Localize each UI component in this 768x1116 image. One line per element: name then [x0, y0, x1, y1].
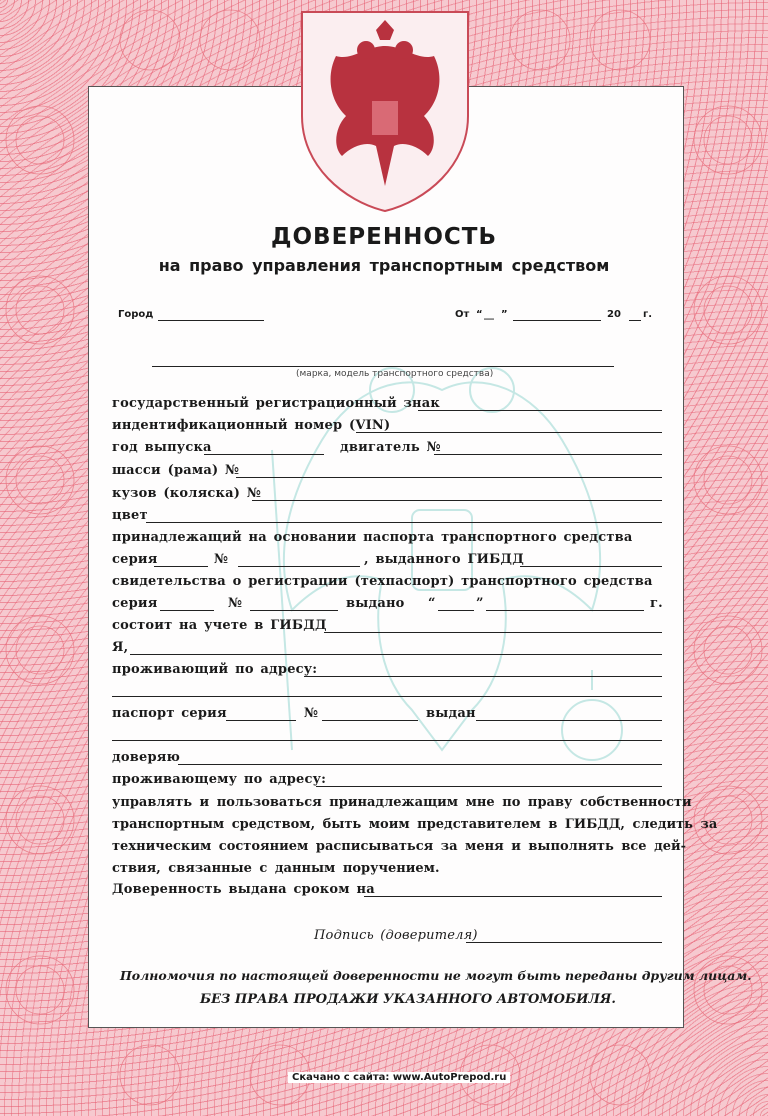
engine-label: двигатель № [340, 440, 441, 455]
day-open-quote: “ [476, 309, 483, 320]
living-to-label: проживающему по адресу: [112, 772, 327, 787]
name-field[interactable] [130, 654, 662, 655]
issued-gibdd-label: , выданного ГИБДД [364, 552, 524, 567]
issued2-label: выдано [346, 596, 405, 611]
chassis-label: шасси (рама) № [112, 463, 240, 478]
no-sale-note: БЕЗ ПРАВА ПРОДАЖИ УКАЗАННОГО АВТОМОБИЛЯ. [200, 992, 616, 1007]
vehicle-model-field[interactable] [152, 366, 614, 367]
year2-suffix: г. [650, 596, 663, 611]
color-field[interactable] [146, 522, 662, 523]
year-label: год выпуска [112, 440, 212, 455]
trustee-address-field[interactable] [316, 786, 662, 787]
i-label: Я, [112, 640, 129, 655]
city-label: Город [118, 309, 154, 320]
living-label: проживающий по адресу: [112, 662, 318, 677]
belongs-label: принадлежащий на основании паспорта транспортного средства [112, 530, 633, 545]
address-field-2[interactable] [112, 696, 662, 697]
vin-label: индентификационный номер (VIN) [112, 418, 391, 433]
footer-note: Полномочия по настоящей доверенности не могут быть переданы другим лицам. [120, 968, 752, 983]
coat-of-arms-shield [296, 6, 474, 216]
chassis-field[interactable] [236, 477, 662, 478]
num2-label: № [228, 596, 243, 611]
address-field-1[interactable] [304, 676, 662, 677]
reg-sign-field[interactable] [418, 410, 662, 411]
day-close-quote: ” [501, 309, 508, 320]
trust-label: доверяю [112, 750, 181, 765]
authority-text-line-3: техническим состоянием расписываться за меня и выполнять все дей- [112, 839, 687, 854]
num2-field[interactable] [250, 610, 338, 611]
registered-field[interactable] [324, 632, 662, 633]
vehicle-model-caption: (марка, модель транспортного средства) [296, 369, 494, 379]
passport-series-label: паспорт серия [112, 706, 227, 721]
series2-field[interactable] [160, 610, 214, 611]
reg-sign-label: государственный регистрационный знак [112, 396, 440, 411]
document-subtitle: на право управления транспортным средством [158, 256, 610, 275]
issued3-label: выдан [426, 706, 476, 721]
year-built-field[interactable] [204, 454, 324, 455]
num1-field[interactable] [238, 566, 360, 567]
day2-field[interactable] [438, 610, 474, 611]
body-label: кузов (коляска) № [112, 486, 262, 501]
term-field[interactable] [364, 896, 662, 897]
day-blank[interactable]: __ [484, 309, 494, 320]
passport-number-field[interactable] [322, 720, 418, 721]
vin-field[interactable] [356, 432, 662, 433]
year-prefix: 20 [607, 309, 621, 320]
series2-label: серия [112, 596, 158, 611]
engine-field[interactable] [434, 454, 662, 455]
signature-field[interactable] [466, 942, 662, 943]
num3-label: № [304, 706, 319, 721]
day2-open-quote: “ [428, 596, 436, 611]
day2-close-quote: ” [476, 596, 484, 611]
authority-text-line-1: управлять и пользоваться принадлежащим мне по праву собственности [112, 795, 692, 810]
month-field[interactable] [513, 320, 601, 321]
source-credit: Скачано с сайта: www.AutoPrepod.ru [288, 1072, 510, 1083]
registered-label: состоит на учете в ГИБДД [112, 618, 327, 633]
date2-field[interactable] [486, 610, 644, 611]
year-field[interactable] [629, 320, 641, 321]
authority-text-line-4: ствия, связанные с данным поручением. [112, 861, 440, 876]
num1-label: № [214, 552, 229, 567]
authority-text-line-2: транспортным средством, быть моим представителем в ГИБДД, следить за [112, 817, 718, 832]
color-label: цвет [112, 508, 148, 523]
passport-issued-field-2[interactable] [112, 740, 662, 741]
certificate-label: свидетельства о регистрации (техпаспорт) транспортного средства [112, 574, 653, 589]
body-field[interactable] [252, 500, 662, 501]
signature-label: Подпись (доверителя) [314, 928, 478, 943]
trustee-field[interactable] [178, 764, 662, 765]
issued-gibdd-field[interactable] [520, 566, 662, 567]
from-label: От [455, 309, 470, 320]
term-label: Доверенность выдана сроком на [112, 882, 375, 897]
year-suffix: г. [643, 309, 653, 320]
document-title: ДОВЕРЕННОСТЬ [271, 224, 497, 250]
city-field[interactable] [158, 320, 264, 321]
series1-field[interactable] [154, 566, 208, 567]
passport-issued-field[interactable] [476, 720, 662, 721]
series1-label: серия [112, 552, 158, 567]
passport-series-field[interactable] [226, 720, 296, 721]
